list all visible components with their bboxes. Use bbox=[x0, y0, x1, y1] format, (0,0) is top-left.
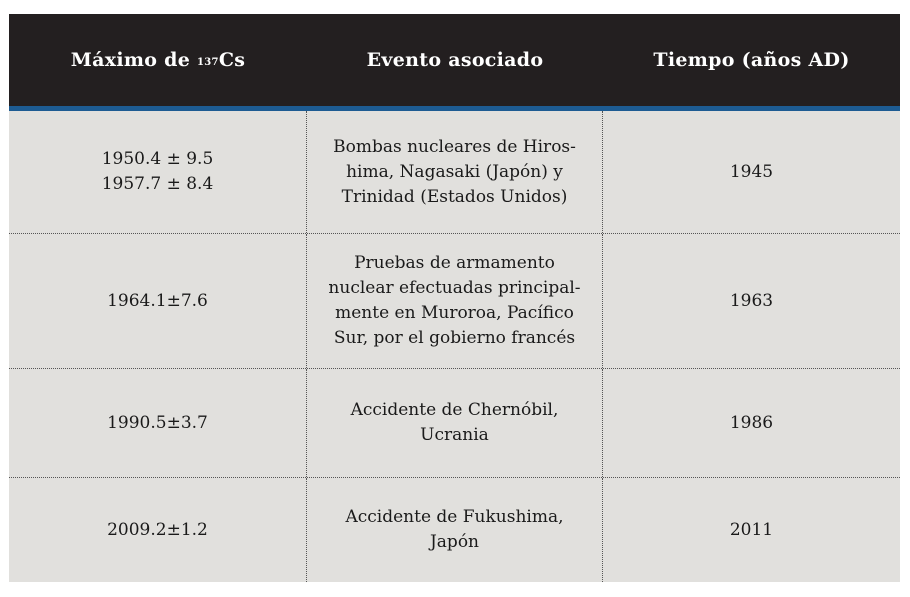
cell-maximo bbox=[9, 478, 307, 582]
maximo-line: 1990.5±3.7 bbox=[107, 412, 208, 433]
evento-line: hima, Nagasaki (Japón) y bbox=[346, 161, 563, 182]
header-maximo-suffix: Cs bbox=[218, 49, 246, 71]
header-maximo-prefix: Máximo de bbox=[70, 49, 191, 71]
evento-line: Ucrania bbox=[420, 425, 489, 445]
cell-evento bbox=[307, 478, 603, 582]
evento-line: nuclear efectuadas principal- bbox=[328, 278, 581, 298]
maximo-line: 1964.1±7.6 bbox=[107, 290, 208, 311]
cell-tiempo: 2011 bbox=[729, 519, 774, 540]
evento-line: Japón bbox=[429, 532, 480, 552]
maximo-line: 2009.2±1.2 bbox=[107, 519, 208, 540]
cell-maximo bbox=[9, 234, 307, 368]
cell-tiempo: 1986 bbox=[729, 412, 774, 433]
cell-maximo bbox=[9, 369, 307, 477]
table-header bbox=[9, 14, 900, 111]
cell-tiempo: 1963 bbox=[729, 290, 774, 311]
cell-evento bbox=[307, 234, 603, 368]
header-maximo-superscript: 137 bbox=[197, 56, 219, 68]
evento-line: Accidente de Chernóbil, bbox=[350, 400, 559, 420]
evento-line: Trinidad (Estados Unidos) bbox=[341, 186, 568, 207]
table-row bbox=[9, 477, 900, 582]
cell-evento bbox=[307, 111, 603, 233]
table-row bbox=[9, 233, 900, 368]
maximo-line: 1957.7 ± 8.4 bbox=[101, 174, 214, 194]
evento-line: Bombas nucleares de Hiros- bbox=[333, 136, 576, 157]
header-maximo bbox=[9, 14, 307, 106]
cell-evento bbox=[307, 369, 603, 477]
cesium-events-table bbox=[9, 14, 900, 582]
header-evento: Evento asociado bbox=[366, 49, 544, 71]
evento-line: Pruebas de armamento bbox=[354, 253, 555, 273]
table-row bbox=[9, 111, 900, 233]
evento-line: Sur, por el gobierno francés bbox=[333, 328, 576, 348]
evento-line: mente en Muroroa, Pacífico bbox=[335, 303, 574, 323]
table-row bbox=[9, 368, 900, 477]
cell-maximo bbox=[9, 111, 307, 233]
evento-line: Accidente de Fukushima, bbox=[345, 507, 564, 527]
cell-tiempo: 1945 bbox=[729, 161, 774, 182]
header-tiempo: Tiempo (años AD) bbox=[653, 49, 850, 71]
maximo-line: 1950.4 ± 9.5 bbox=[101, 149, 214, 169]
